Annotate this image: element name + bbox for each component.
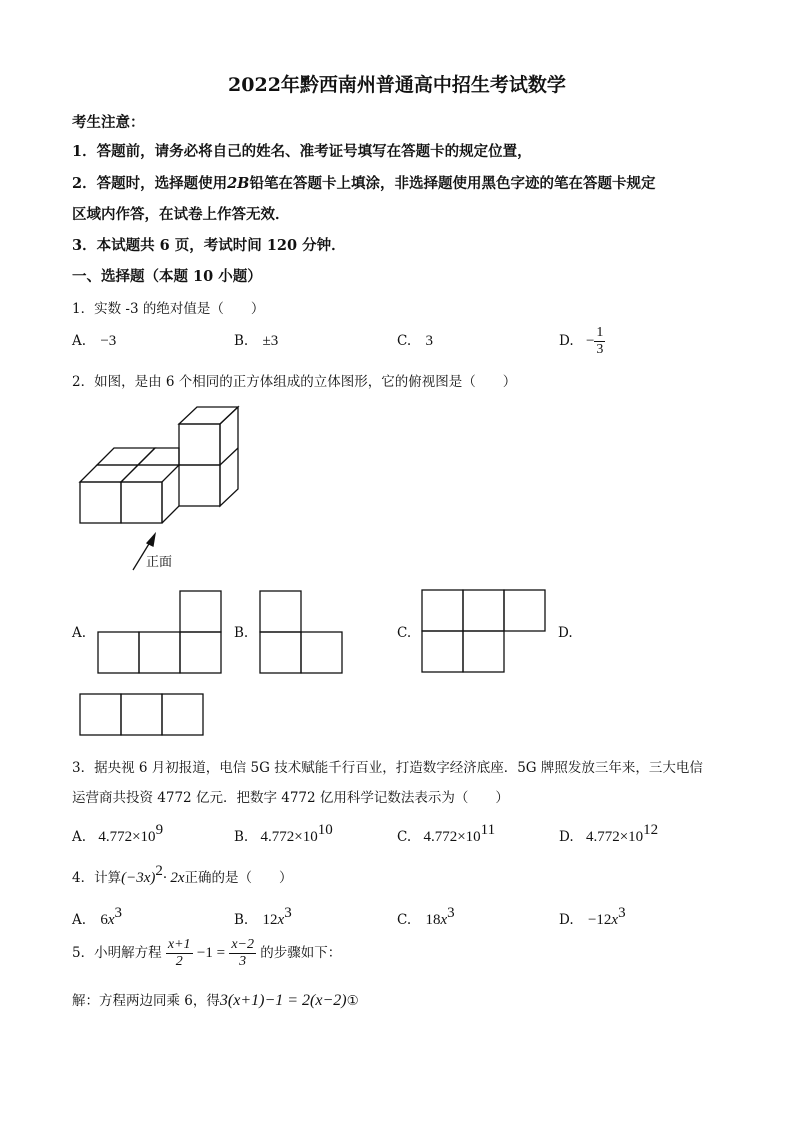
q4-option-b — [234, 905, 292, 929]
q3-a-label: A. — [72, 829, 87, 845]
q4-b-coef: 12 — [262, 912, 278, 928]
q3-d-exp: 12 — [643, 822, 659, 838]
q5-sol-expr: 3(x+1)−1 = 2(x−2) — [219, 992, 347, 1009]
q4-b-label: B. — [234, 912, 249, 928]
q3-option-c — [397, 822, 495, 846]
q5-rhs-denominator: 3 — [239, 954, 247, 969]
q1-d-label: D. — [559, 333, 574, 349]
q3-b-label: B. — [234, 829, 249, 845]
q3-option-b — [234, 822, 333, 846]
notice-item-2-pencil: 2B — [227, 175, 250, 192]
notice-item-2-text-b: 铅笔在答题卡上填涂，非选择题使用黑色字迹的笔在答题卡规定 — [249, 175, 656, 192]
q5-stem-suffix: 的步骤如下： — [260, 945, 342, 961]
notice-item-1: 1．答题前，请务必将自己的姓名、准考证号填写在答题卡的规定位置， — [72, 143, 532, 160]
q3-d-label: D. — [559, 829, 574, 845]
q1-b-value: ±3 — [262, 333, 279, 349]
q4-c-var: x — [440, 912, 448, 928]
section-heading: 一、选择题（本题 10 小题） — [72, 268, 262, 285]
page-title: 2022年黔西南州普通高中招生考试数学 — [228, 74, 566, 96]
q5-rhs-numerator: x−2 — [231, 937, 254, 952]
q4-option-d — [559, 905, 626, 929]
q4-d-label: D. — [559, 912, 574, 928]
q1-c-label: C. — [397, 333, 412, 349]
q4-d-exp: 3 — [618, 905, 626, 921]
q4-expr-exp: 2 — [155, 863, 163, 879]
q4-c-coef: 18 — [425, 912, 441, 928]
q4-expr-base: (−3x) — [121, 870, 156, 886]
q3-option-d — [559, 822, 658, 846]
q4-option-c — [397, 905, 455, 929]
q5-mid: −1 = — [196, 945, 226, 961]
q3-a-base: 4.772×10 — [98, 829, 156, 845]
q5-lhs-denominator: 2 — [175, 954, 183, 969]
q3-option-a — [72, 822, 163, 846]
q1-c-value: 3 — [425, 333, 433, 349]
q4-a-label: A. — [72, 912, 87, 928]
notice-item-2-cont: 区域内作答，在试卷上作答无效． — [72, 206, 290, 223]
q3-c-label: C. — [397, 829, 412, 845]
q5-stem — [72, 937, 341, 970]
q5-solution-line — [72, 989, 359, 1010]
q1-b-label: B. — [234, 333, 249, 349]
q4-a-exp: 3 — [114, 905, 123, 921]
q3-stem-line-2: 运营商共投资 4772 亿元．把数字 4772 亿用科学记数法表示为（ ） — [72, 790, 509, 806]
q4-d-coef: −12 — [587, 912, 612, 928]
q2-option-a-figure — [98, 591, 221, 673]
q4-stem — [72, 863, 293, 887]
q3-b-base: 4.772×10 — [260, 829, 318, 845]
q3-d-base: 4.772×10 — [585, 829, 644, 845]
q1-a-label: A. — [72, 333, 87, 349]
q4-c-exp: 3 — [447, 905, 455, 921]
q4-a-coef: 6 — [100, 912, 108, 928]
q2-option-c-figure — [422, 590, 545, 672]
q4-a-var: x — [107, 912, 115, 928]
q5-lhs-fraction — [166, 937, 193, 970]
q2-a-label: A. — [72, 625, 87, 641]
q4-option-a — [72, 905, 122, 929]
q3-c-base: 4.772×10 — [423, 829, 481, 845]
q3-b-exp: 10 — [317, 822, 333, 838]
q3-c-exp: 11 — [480, 822, 496, 838]
q2-option-b-figure — [260, 591, 342, 673]
q1-a-value: −3 — [100, 333, 117, 349]
q5-lhs-numerator: x+1 — [167, 937, 191, 952]
q1-d-sign: − — [585, 333, 595, 349]
q2-stem: 2．如图，是由 6 个相同的正方体组成的立体图形，它的俯视图是（ ） — [72, 374, 517, 390]
q4-d-var: x — [611, 912, 619, 928]
q4-b-exp: 3 — [284, 905, 292, 921]
notice-item-3: 3．本试题共 6 页，考试时间 120 分钟． — [72, 237, 346, 254]
q4-c-label: C. — [397, 912, 412, 928]
q1-d-denominator: 3 — [596, 342, 604, 357]
q4-stem-suffix: 正确的是（ ） — [184, 870, 293, 886]
q2-b-label: B. — [234, 625, 249, 641]
q4-expr-tail: · 2x — [162, 870, 185, 886]
q5-sol-mark: ① — [346, 993, 359, 1009]
notice-heading: 考生注意： — [72, 114, 145, 131]
q5-rhs-fraction — [229, 937, 256, 970]
q3-a-exp: 9 — [155, 822, 164, 838]
q3-stem-line-1: 3．据央视 6 月初报道，电信 5G 技术赋能千行百业，打造数字经济底座．5G 牌照发放三年来，三大电信 — [72, 760, 703, 776]
front-label: 正面 — [146, 555, 173, 570]
q1-stem: 1．实数 -3 的绝对值是（ ） — [72, 301, 265, 317]
q2-c-label: C. — [397, 625, 412, 641]
q4-b-var: x — [277, 912, 285, 928]
q2-d-label: D. — [558, 625, 573, 641]
q5-stem-prefix: 5．小明解方程 — [72, 945, 162, 961]
cube-figure-drawing — [80, 407, 238, 570]
q4-stem-prefix: 4．计算 — [72, 870, 122, 886]
q1-d-numerator: 1 — [596, 325, 604, 340]
notice-item-2-text-a: 2．答题时，选择题使用 — [72, 175, 228, 192]
q5-sol-prefix: 解：方程两边同乘 6，得 — [72, 993, 220, 1009]
q2-option-d-figure — [80, 694, 203, 735]
